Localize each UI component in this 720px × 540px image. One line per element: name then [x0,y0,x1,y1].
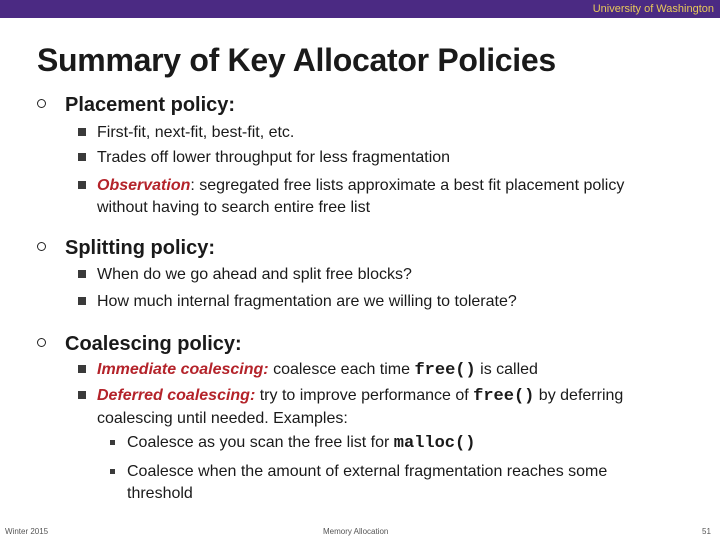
list-item: Observation: segregated free lists approximate a best fit placement policy without having to search entire free list [78,175,658,219]
section-heading: Splitting policy: [65,237,215,259]
list-item: Deferred coalescing: try to improve performance of free() by deferring coalescing until needed. Examples: [78,385,638,430]
emphasis-text: Immediate coalescing: [97,361,269,378]
square-bullet-icon [78,297,86,305]
header-bar [0,0,720,18]
list-item: First-fit, next-fit, best-fit, etc. [78,122,678,144]
square-bullet-icon [78,365,86,373]
list-item: Coalesce as you scan the free list for malloc() [110,432,670,455]
list-item: Trades off lower throughput for less fragmentation [78,147,678,169]
square-bullet-icon [78,270,86,278]
list-item: Immediate coalescing: coalesce each time free() is called [78,359,678,382]
square-bullet-icon [78,181,86,189]
emphasis-text: Observation [97,177,191,194]
section-heading: Placement policy: [65,94,236,116]
list-item: When do we go ahead and split free blocks? [78,264,678,286]
code-text: malloc() [393,434,476,453]
circle-bullet-icon [37,242,46,251]
square-bullet-icon [78,153,86,161]
square-bullet-icon [78,391,86,399]
footer-topic: Memory Allocation [323,527,389,536]
footer-term: Winter 2015 [5,527,49,536]
university-label: University of Washington [592,3,714,15]
code-text: free() [473,387,535,406]
list-item: How much internal fragmentation are we willing to tolerate? [78,291,678,313]
circle-bullet-icon [37,99,46,108]
code-text: free() [414,361,476,380]
square-bullet-icon [78,128,86,136]
page-number: 51 [702,527,711,536]
emphasis-text: Deferred coalescing: [97,387,256,404]
section-heading: Coalescing policy: [65,333,242,355]
circle-bullet-icon [37,338,46,347]
list-item: Coalesce when the amount of external fragmentation reaches some threshold [110,461,650,505]
square-bullet-icon [110,440,115,445]
square-bullet-icon [110,469,115,474]
slide-title: Summary of Key Allocator Policies [37,42,556,78]
